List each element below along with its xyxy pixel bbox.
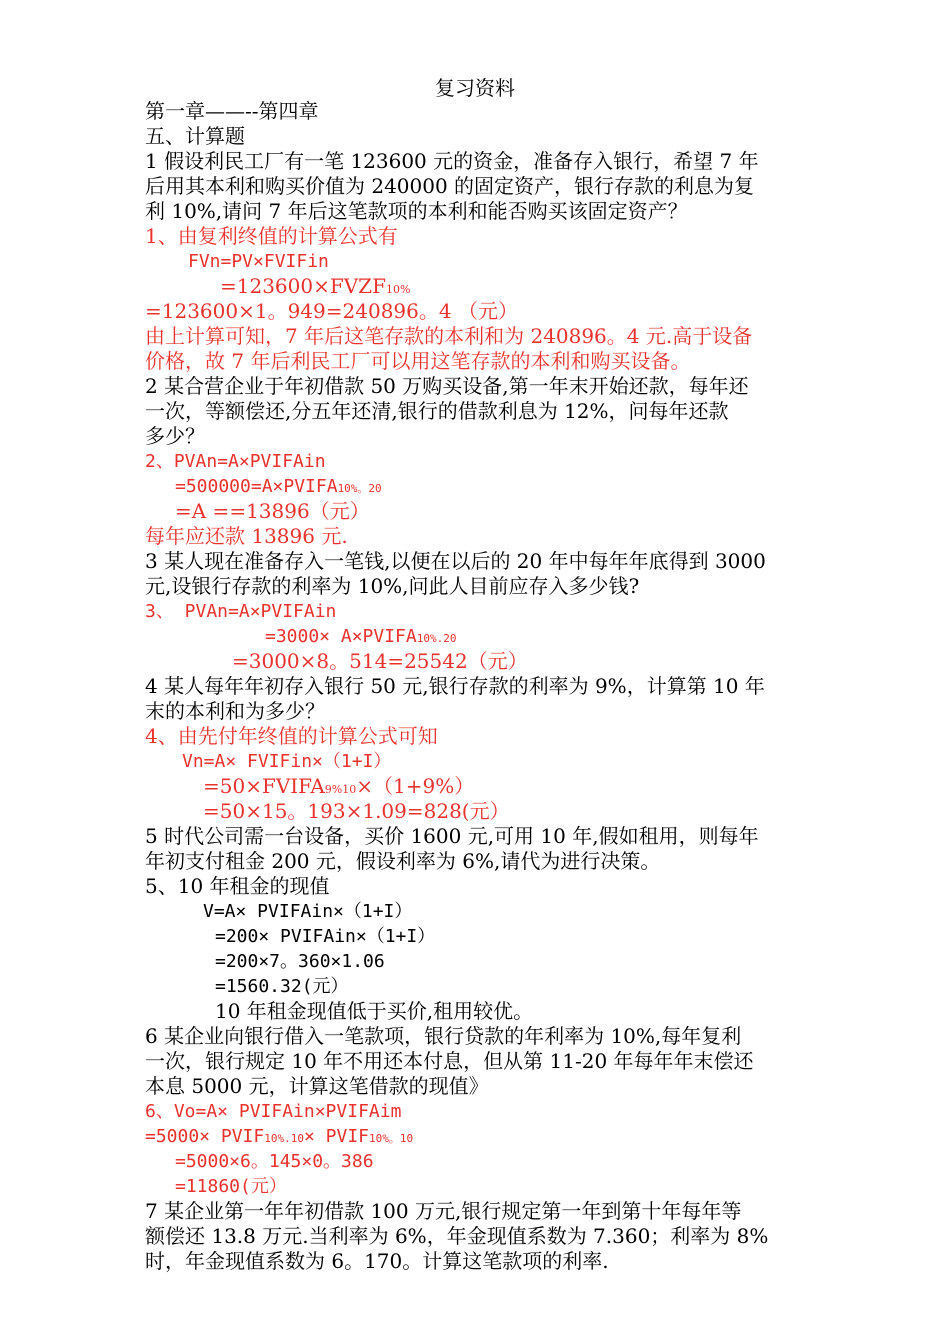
q4-line-1: 4 某人每年年初存入银行 50 元,银行存款的利率为 9%，计算第 10 年 bbox=[145, 674, 765, 698]
q5-line-2: 年初支付租金 200 元，假设利率为 6%,请代为进行决策。 bbox=[145, 849, 661, 873]
q3-line-2: 元,设银行存款的利率为 10%,问此人目前应存入多少钱? bbox=[145, 574, 640, 598]
q2-formula-3: =A ==13896（元） bbox=[175, 499, 370, 523]
q3-line-1: 3 某人现在准备存入一笔钱,以便在以后的 20 年中每年年底得到 3000 bbox=[145, 549, 766, 573]
q6-formula-4: =11860(元） bbox=[175, 1176, 287, 1197]
document-title: 复习资料 bbox=[435, 76, 515, 100]
q2-conclusion: 每年应还款 13896 元. bbox=[145, 524, 348, 548]
q4-formula-2: =50×FVIFA9%10×（1+9%） bbox=[203, 774, 475, 798]
q1-formula-3: =123600×1。949=240896。4 （元） bbox=[145, 299, 518, 323]
q7-line-2: 额偿还 13.8 万元.当利率为 6%，年金现值系数为 7.360；利率为 8% bbox=[145, 1224, 769, 1248]
q3-formula-2: =3000× A×PVIFA10%.20 bbox=[265, 626, 457, 647]
q1-line-2: 后用其本利和购买价值为 240000 的固定资产，银行存款的利息为复 bbox=[145, 174, 755, 198]
q6-line-1: 6 某企业向银行借入一笔款项，银行贷款的年利率为 10%,每年复利 bbox=[145, 1024, 742, 1048]
q5-formula-1: V=A× PVIFAin×（1+I） bbox=[203, 901, 413, 922]
q5-formula-3: =200×7。360×1.06 bbox=[215, 951, 385, 972]
q7-line-3: 时，年金现值系数为 6。170。计算这笔款项的利率. bbox=[145, 1249, 609, 1273]
q5-conclusion: 10 年租金现值低于买价,租用较优。 bbox=[215, 999, 534, 1023]
q1-answer-heading: 1、由复利终值的计算公式有 bbox=[145, 224, 398, 248]
q4-line-2: 末的本利和为多少？ bbox=[145, 699, 325, 723]
q6-line-3: 本息 5000 元，计算这笔借款的现值》 bbox=[145, 1074, 489, 1098]
q1-conclusion-2: 价格，故 7 年后利民工厂可以用这笔存款的本利和购买设备。 bbox=[145, 349, 691, 373]
q6-formula-1: 6、Vo=A× PVIFAin×PVIFAim bbox=[145, 1101, 402, 1122]
q2-line-2: 一次，等额偿还,分五年还清,银行的借款利息为 12%，问每年还款 bbox=[145, 399, 729, 423]
q2-formula-2: =500000=A×PVIFA10%。20 bbox=[175, 476, 382, 497]
q2-line-3: 多少？ bbox=[145, 424, 205, 448]
q5-line-1: 5 时代公司需一台设备，买价 1600 元,可用 10 年,假如租用，则每年 bbox=[145, 824, 759, 848]
q1-formula-2: =123600×FVZF10% bbox=[220, 274, 411, 298]
q4-formula-3: =50×15。193×1.09=828(元） bbox=[203, 799, 510, 823]
q3-formula-1: 3、 PVAn=A×PVIFAin bbox=[145, 601, 337, 622]
q1-formula-1: FVn=PV×FVIFin bbox=[188, 251, 329, 272]
q6-line-2: 一次，银行规定 10 年不用还本付息，但从第 11-20 年每年年末偿还 bbox=[145, 1049, 754, 1073]
q4-formula-1: Vn=A× FVIFin×（1+I） bbox=[182, 751, 392, 772]
q1-line-1: 1 假设利民工厂有一笔 123600 元的资金，准备存入银行，希望 7 年 bbox=[145, 149, 759, 173]
q3-formula-3: =3000×8。514=25542（元） bbox=[232, 649, 528, 673]
q6-formula-2: =5000× PVIF10%.10× PVIF10%。10 bbox=[145, 1126, 414, 1147]
q1-conclusion-1: 由上计算可知，7 年后这笔存款的本利和为 240896。4 元.高于设备 bbox=[145, 324, 753, 348]
q2-line-1: 2 某合营企业于年初借款 50 万购买设备,第一年末开始还款，每年还 bbox=[145, 374, 749, 398]
q6-formula-3: =5000×6。145×0。386 bbox=[175, 1151, 374, 1172]
q1-line-3: 利 10%,请问 7 年后这笔款项的本利和能否购买该固定资产？ bbox=[145, 199, 688, 223]
q5-answer-heading: 5、10 年租金的现值 bbox=[145, 874, 330, 898]
q7-line-1: 7 某企业第一年年初借款 100 万元,银行规定第一年到第十年每年等 bbox=[145, 1199, 742, 1223]
q4-answer-heading: 4、由先付年终值的计算公式可知 bbox=[145, 724, 438, 748]
section-heading: 五、计算题 bbox=[145, 124, 245, 148]
chapter-heading: 第一章——--第四章 bbox=[145, 99, 319, 123]
q5-formula-2: =200× PVIFAin×（1+I） bbox=[215, 926, 436, 947]
q2-formula-1: 2、PVAn=A×PVIFAin bbox=[145, 451, 326, 472]
q5-formula-4: =1560.32(元） bbox=[215, 976, 349, 997]
